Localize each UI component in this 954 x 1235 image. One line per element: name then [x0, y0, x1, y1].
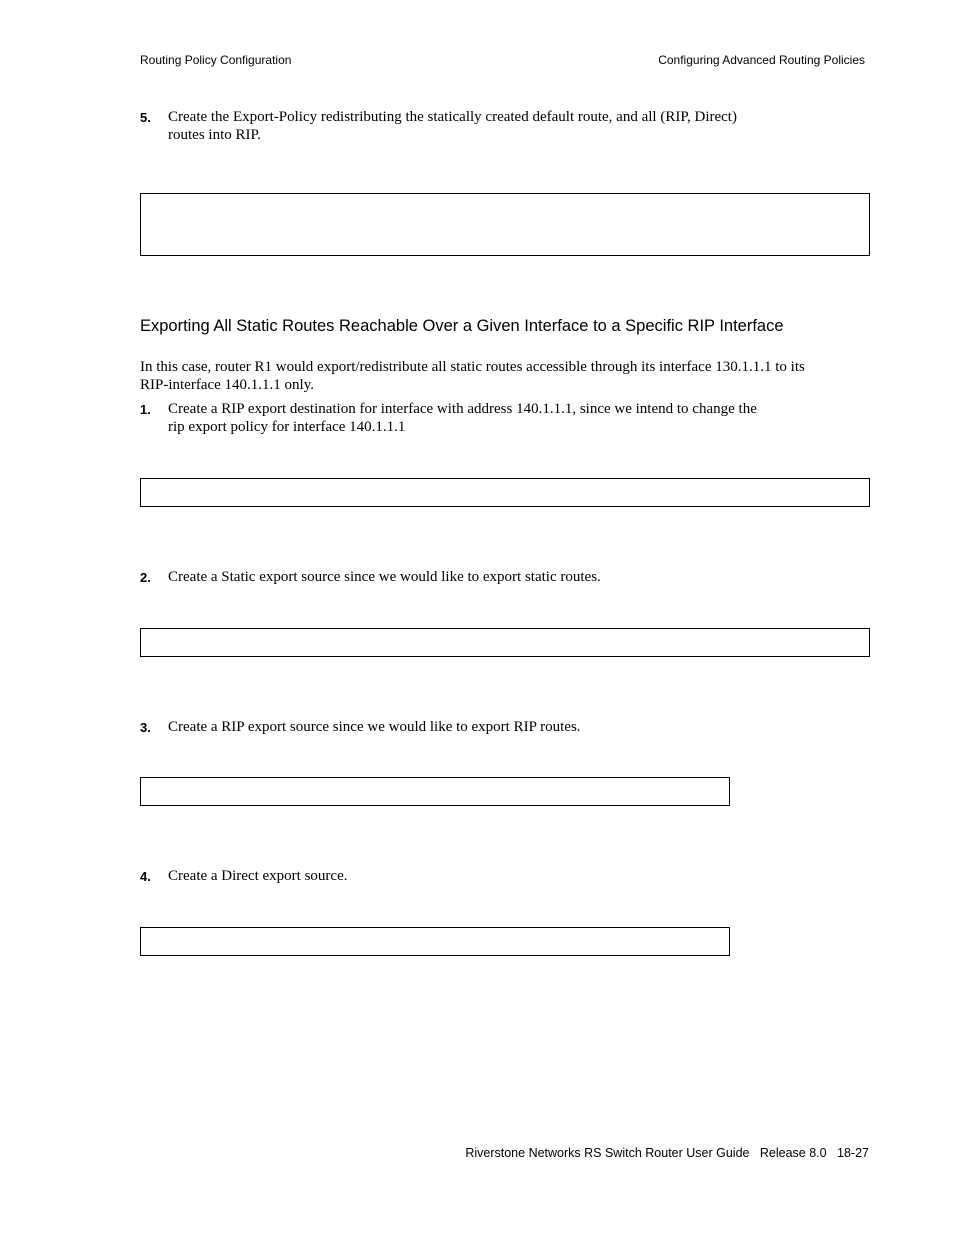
step-text-line: Create a RIP export destination for interface with address 140.1.1.1, since we intend to change the — [168, 401, 757, 417]
step-text-line: Create the Export-Policy redistributing the statically created default route, and all (RIP, Direct) — [168, 109, 737, 125]
step-text — [168, 108, 737, 144]
step-text: Create a RIP export source since we would like to export RIP routes. — [168, 719, 581, 735]
step-text: Create a Direct export source. — [168, 868, 348, 884]
step-number: 3. — [140, 720, 151, 735]
step-number: 1. — [140, 402, 151, 417]
intro-line: In this case, router R1 would export/redistribute all static routes accessible through its interface 130.1.1.1 to its — [140, 359, 805, 375]
code-box — [140, 927, 730, 956]
step-text — [168, 400, 757, 436]
intro-paragraph — [140, 358, 840, 394]
code-box — [140, 628, 870, 657]
section-heading: Exporting All Static Routes Reachable Over a Given Interface to a Specific RIP Interface — [140, 317, 784, 335]
page-footer: Riverstone Networks RS Switch Router User Guide Release 8.0 18-27 — [465, 1146, 869, 1160]
step-number: 5. — [140, 110, 151, 125]
code-box — [140, 478, 870, 507]
running-header-left: Routing Policy Configuration — [140, 53, 292, 67]
step-number: 4. — [140, 869, 151, 884]
intro-line: RIP-interface 140.1.1.1 only. — [140, 377, 314, 393]
step-text: Create a Static export source since we would like to export static routes. — [168, 569, 601, 585]
step-text-line: routes into RIP. — [168, 127, 261, 143]
step-text-line: rip export policy for interface 140.1.1.1 — [168, 419, 406, 435]
code-box — [140, 193, 870, 256]
code-box — [140, 777, 730, 806]
step-number: 2. — [140, 570, 151, 585]
running-header-right: Configuring Advanced Routing Policies — [658, 53, 865, 67]
